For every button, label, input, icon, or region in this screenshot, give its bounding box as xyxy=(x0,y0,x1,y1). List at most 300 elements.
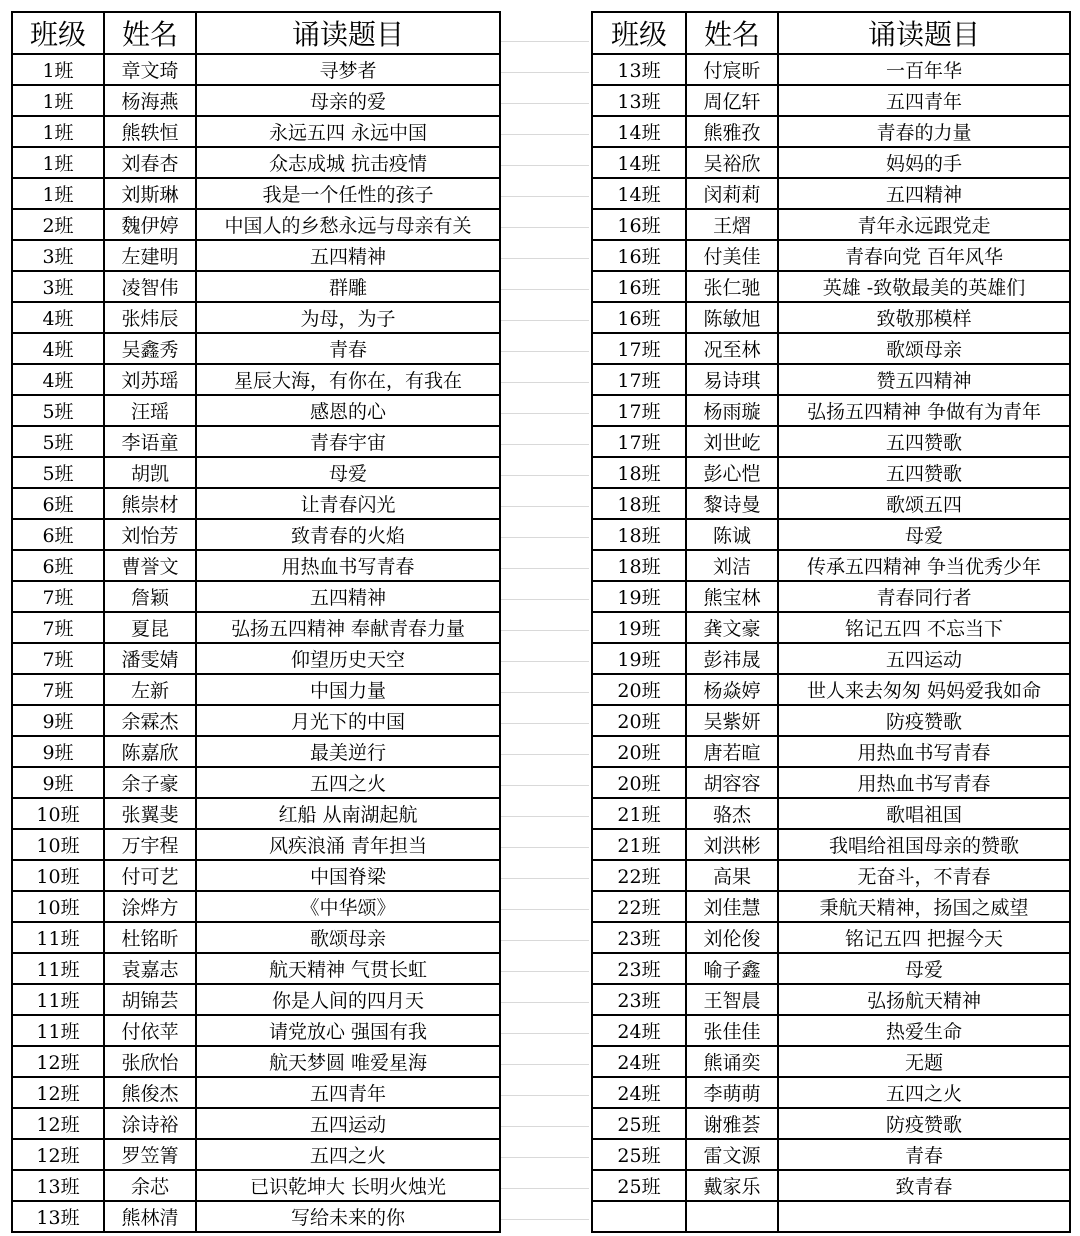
cell-title: 无奋斗，不青春 xyxy=(778,860,1070,891)
header-class: 班级 xyxy=(592,12,686,54)
cell-title: 致敬那模样 xyxy=(778,302,1070,333)
cell-class: 18班 xyxy=(592,519,686,550)
cell-name: 熊崇材 xyxy=(104,488,196,519)
cell-class: 16班 xyxy=(592,209,686,240)
table-row xyxy=(592,333,1070,364)
cell-name: 熊林清 xyxy=(104,1201,196,1232)
cell-title: 用热血书写青春 xyxy=(196,550,500,581)
cell-class: 25班 xyxy=(592,1108,686,1139)
cell-class: 18班 xyxy=(592,550,686,581)
table-row xyxy=(592,1015,1070,1046)
cell-name: 高果 xyxy=(686,860,778,891)
roster-table-right xyxy=(591,11,1071,1233)
header-title: 诵读题目 xyxy=(196,12,500,54)
cell-name: 章文琦 xyxy=(104,54,196,85)
cell-name: 张仁驰 xyxy=(686,271,778,302)
table-row xyxy=(592,395,1070,426)
table-row xyxy=(592,705,1070,736)
cell-class: 12班 xyxy=(12,1139,104,1170)
cell-title: 五四运动 xyxy=(778,643,1070,674)
cell-class: 6班 xyxy=(12,488,104,519)
cell-class: 14班 xyxy=(592,147,686,178)
cell-class xyxy=(592,1201,686,1232)
cell-title: 群雕 xyxy=(196,271,500,302)
cell-class: 10班 xyxy=(12,860,104,891)
cell-title: 为母，为子 xyxy=(196,302,500,333)
cell-class: 7班 xyxy=(12,612,104,643)
table-row xyxy=(12,178,500,209)
cell-class: 19班 xyxy=(592,612,686,643)
table-row xyxy=(592,147,1070,178)
table-row xyxy=(12,643,500,674)
cell-name: 喻子鑫 xyxy=(686,953,778,984)
table-row xyxy=(12,705,500,736)
cell-title: 世人来去匆匆 妈妈爱我如命 xyxy=(778,674,1070,705)
cell-title: 月光下的中国 xyxy=(196,705,500,736)
table-row xyxy=(592,953,1070,984)
table-row xyxy=(592,922,1070,953)
table-row xyxy=(592,643,1070,674)
table-row xyxy=(592,798,1070,829)
cell-title: 风疾浪涌 青年担当 xyxy=(196,829,500,860)
cell-name: 吴裕欣 xyxy=(686,147,778,178)
table-row xyxy=(12,209,500,240)
table-row xyxy=(592,1046,1070,1077)
cell-title: 让青春闪光 xyxy=(196,488,500,519)
cell-class: 13班 xyxy=(12,1170,104,1201)
cell-class: 1班 xyxy=(12,147,104,178)
cell-class: 9班 xyxy=(12,736,104,767)
cell-title: 铭记五四 不忘当下 xyxy=(778,612,1070,643)
table-row xyxy=(12,922,500,953)
cell-class: 21班 xyxy=(592,798,686,829)
table-row xyxy=(12,1170,500,1201)
roster-table-left xyxy=(11,11,501,1233)
header-class: 班级 xyxy=(12,12,104,54)
cell-name: 潘雯婧 xyxy=(104,643,196,674)
cell-class: 6班 xyxy=(12,519,104,550)
cell-class: 6班 xyxy=(12,550,104,581)
cell-class: 17班 xyxy=(592,395,686,426)
cell-class: 16班 xyxy=(592,271,686,302)
table-row xyxy=(12,891,500,922)
cell-title: 星辰大海，有你在，有我在 xyxy=(196,364,500,395)
cell-name: 张炜辰 xyxy=(104,302,196,333)
cell-title: 歌颂母亲 xyxy=(778,333,1070,364)
cell-class: 24班 xyxy=(592,1015,686,1046)
cell-name: 杨海燕 xyxy=(104,85,196,116)
cell-name: 左建明 xyxy=(104,240,196,271)
cell-title: 五四精神 xyxy=(196,581,500,612)
cell-name: 左新 xyxy=(104,674,196,705)
cell-title: 青春同行者 xyxy=(778,581,1070,612)
table-row xyxy=(592,984,1070,1015)
cell-title: 秉航天精神，扬国之威望 xyxy=(778,891,1070,922)
table-row xyxy=(592,364,1070,395)
cell-name: 王智晨 xyxy=(686,984,778,1015)
cell-name: 熊诵奕 xyxy=(686,1046,778,1077)
table-row xyxy=(12,85,500,116)
table-row xyxy=(592,54,1070,85)
cell-name xyxy=(686,1201,778,1232)
cell-title: 感恩的心 xyxy=(196,395,500,426)
table-row xyxy=(592,85,1070,116)
cell-title: 青年永远跟党走 xyxy=(778,209,1070,240)
cell-name: 付依苹 xyxy=(104,1015,196,1046)
table-header-row xyxy=(592,12,1070,54)
cell-title: 寻梦者 xyxy=(196,54,500,85)
roster-body-right xyxy=(592,54,1070,1232)
table-row xyxy=(592,426,1070,457)
table-row xyxy=(592,1108,1070,1139)
cell-name: 骆杰 xyxy=(686,798,778,829)
cell-name: 谢雅荟 xyxy=(686,1108,778,1139)
cell-class: 20班 xyxy=(592,674,686,705)
cell-title: 英雄 -致敬最美的英雄们 xyxy=(778,271,1070,302)
cell-title xyxy=(778,1201,1070,1232)
table-row xyxy=(12,1201,500,1232)
cell-title: 用热血书写青春 xyxy=(778,736,1070,767)
cell-title: 五四之火 xyxy=(196,767,500,798)
cell-name: 戴家乐 xyxy=(686,1170,778,1201)
cell-name: 彭祎晟 xyxy=(686,643,778,674)
cell-class: 4班 xyxy=(12,302,104,333)
cell-title: 最美逆行 xyxy=(196,736,500,767)
cell-name: 闵莉莉 xyxy=(686,178,778,209)
table-row xyxy=(12,860,500,891)
table-row xyxy=(12,550,500,581)
cell-class: 13班 xyxy=(592,85,686,116)
cell-class: 4班 xyxy=(12,333,104,364)
table-row xyxy=(592,736,1070,767)
cell-class: 11班 xyxy=(12,984,104,1015)
cell-title: 传承五四精神 争当优秀少年 xyxy=(778,550,1070,581)
cell-title: 青春宇宙 xyxy=(196,426,500,457)
table-row xyxy=(592,581,1070,612)
table-row xyxy=(592,209,1070,240)
cell-title: 弘扬航天精神 xyxy=(778,984,1070,1015)
table-row xyxy=(12,1108,500,1139)
cell-class: 9班 xyxy=(12,767,104,798)
table-row xyxy=(592,1201,1070,1232)
cell-name: 刘苏瑶 xyxy=(104,364,196,395)
cell-title: 我是一个任性的孩子 xyxy=(196,178,500,209)
cell-class: 16班 xyxy=(592,302,686,333)
table-row xyxy=(592,116,1070,147)
cell-title: 已识乾坤大 长明火烛光 xyxy=(196,1170,500,1201)
table-row xyxy=(12,612,500,643)
table-row xyxy=(592,488,1070,519)
table-row xyxy=(12,1046,500,1077)
cell-class: 17班 xyxy=(592,364,686,395)
cell-name: 唐若暄 xyxy=(686,736,778,767)
table-row xyxy=(592,302,1070,333)
sheet-gap xyxy=(501,11,589,1225)
table-row xyxy=(592,240,1070,271)
cell-name: 余霖杰 xyxy=(104,705,196,736)
cell-name: 刘洁 xyxy=(686,550,778,581)
cell-title: 弘扬五四精神 争做有为青年 xyxy=(778,395,1070,426)
cell-title: 红船 从南湖起航 xyxy=(196,798,500,829)
cell-title: 仰望历史天空 xyxy=(196,643,500,674)
table-row xyxy=(12,767,500,798)
cell-name: 熊俊杰 xyxy=(104,1077,196,1108)
cell-class: 24班 xyxy=(592,1077,686,1108)
header-title: 诵读题目 xyxy=(778,12,1070,54)
table-row xyxy=(12,271,500,302)
cell-title: 母爱 xyxy=(196,457,500,488)
cell-title: 中国力量 xyxy=(196,674,500,705)
cell-name: 易诗琪 xyxy=(686,364,778,395)
cell-class: 17班 xyxy=(592,426,686,457)
cell-name: 龚文豪 xyxy=(686,612,778,643)
cell-class: 25班 xyxy=(592,1170,686,1201)
cell-name: 雷文源 xyxy=(686,1139,778,1170)
cell-name: 涂烨方 xyxy=(104,891,196,922)
cell-title: 母爱 xyxy=(778,953,1070,984)
cell-name: 陈敏旭 xyxy=(686,302,778,333)
table-row xyxy=(12,395,500,426)
cell-class: 11班 xyxy=(12,922,104,953)
cell-class: 16班 xyxy=(592,240,686,271)
cell-name: 彭心恺 xyxy=(686,457,778,488)
cell-name: 罗笠箐 xyxy=(104,1139,196,1170)
cell-class: 7班 xyxy=(12,581,104,612)
cell-class: 3班 xyxy=(12,240,104,271)
cell-name: 余子豪 xyxy=(104,767,196,798)
cell-name: 熊轶恒 xyxy=(104,116,196,147)
cell-title: 热爱生命 xyxy=(778,1015,1070,1046)
cell-class: 20班 xyxy=(592,705,686,736)
cell-name: 万宇程 xyxy=(104,829,196,860)
cell-class: 5班 xyxy=(12,426,104,457)
cell-class: 23班 xyxy=(592,922,686,953)
cell-class: 13班 xyxy=(12,1201,104,1232)
cell-name: 袁嘉志 xyxy=(104,953,196,984)
cell-title: 无题 xyxy=(778,1046,1070,1077)
cell-name: 刘洪彬 xyxy=(686,829,778,860)
cell-class: 7班 xyxy=(12,643,104,674)
cell-class: 17班 xyxy=(592,333,686,364)
cell-class: 5班 xyxy=(12,457,104,488)
table-row xyxy=(12,1077,500,1108)
cell-title: 五四精神 xyxy=(196,240,500,271)
cell-title: 航天梦圆 唯爱星海 xyxy=(196,1046,500,1077)
cell-name: 张欣怡 xyxy=(104,1046,196,1077)
table-row xyxy=(592,519,1070,550)
cell-title: 弘扬五四精神 奉献青春力量 xyxy=(196,612,500,643)
cell-title: 致青春的火焰 xyxy=(196,519,500,550)
cell-title: 妈妈的手 xyxy=(778,147,1070,178)
cell-class: 5班 xyxy=(12,395,104,426)
cell-title: 你是人间的四月天 xyxy=(196,984,500,1015)
cell-name: 付美佳 xyxy=(686,240,778,271)
cell-name: 杨雨璇 xyxy=(686,395,778,426)
cell-title: 赞五四精神 xyxy=(778,364,1070,395)
cell-title: 防疫赞歌 xyxy=(778,1108,1070,1139)
cell-title: 歌颂五四 xyxy=(778,488,1070,519)
cell-title: 铭记五四 把握今天 xyxy=(778,922,1070,953)
cell-name: 熊雅孜 xyxy=(686,116,778,147)
cell-name: 况至林 xyxy=(686,333,778,364)
cell-class: 7班 xyxy=(12,674,104,705)
table-row xyxy=(12,829,500,860)
table-row xyxy=(592,178,1070,209)
cell-class: 24班 xyxy=(592,1046,686,1077)
cell-name: 吴鑫秀 xyxy=(104,333,196,364)
table-row xyxy=(592,612,1070,643)
cell-class: 14班 xyxy=(592,116,686,147)
cell-name: 夏昆 xyxy=(104,612,196,643)
cell-title: 五四之火 xyxy=(778,1077,1070,1108)
cell-title: 我唱给祖国母亲的赞歌 xyxy=(778,829,1070,860)
cell-title: 用热血书写青春 xyxy=(778,767,1070,798)
cell-class: 10班 xyxy=(12,891,104,922)
cell-class: 25班 xyxy=(592,1139,686,1170)
cell-name: 刘斯琳 xyxy=(104,178,196,209)
cell-title: 写给未来的你 xyxy=(196,1201,500,1232)
header-name: 姓名 xyxy=(686,12,778,54)
table-row xyxy=(12,519,500,550)
cell-name: 黎诗曼 xyxy=(686,488,778,519)
header-name: 姓名 xyxy=(104,12,196,54)
cell-title: 五四赞歌 xyxy=(778,457,1070,488)
cell-name: 李萌萌 xyxy=(686,1077,778,1108)
cell-class: 2班 xyxy=(12,209,104,240)
cell-class: 1班 xyxy=(12,85,104,116)
cell-class: 18班 xyxy=(592,457,686,488)
cell-title: 一百年华 xyxy=(778,54,1070,85)
cell-class: 13班 xyxy=(592,54,686,85)
cell-title: 致青春 xyxy=(778,1170,1070,1201)
cell-class: 23班 xyxy=(592,953,686,984)
cell-title: 歌颂母亲 xyxy=(196,922,500,953)
table-header-row xyxy=(12,12,500,54)
cell-class: 12班 xyxy=(12,1108,104,1139)
cell-title: 航天精神 气贯长虹 xyxy=(196,953,500,984)
table-row xyxy=(12,333,500,364)
cell-name: 魏伊婷 xyxy=(104,209,196,240)
cell-class: 23班 xyxy=(592,984,686,1015)
roster-body-left xyxy=(12,54,500,1232)
cell-name: 张翼斐 xyxy=(104,798,196,829)
table-row xyxy=(12,302,500,333)
table-row xyxy=(592,1139,1070,1170)
cell-name: 胡锦芸 xyxy=(104,984,196,1015)
cell-class: 3班 xyxy=(12,271,104,302)
table-row xyxy=(12,457,500,488)
cell-name: 汪瑶 xyxy=(104,395,196,426)
cell-name: 付宸昕 xyxy=(686,54,778,85)
cell-title: 五四运动 xyxy=(196,1108,500,1139)
cell-name: 杜铭昕 xyxy=(104,922,196,953)
cell-title: 五四青年 xyxy=(778,85,1070,116)
table-row xyxy=(12,736,500,767)
cell-title: 中国脊梁 xyxy=(196,860,500,891)
cell-title: 永远五四 永远中国 xyxy=(196,116,500,147)
cell-name: 李语童 xyxy=(104,426,196,457)
cell-class: 12班 xyxy=(12,1046,104,1077)
cell-name: 陈嘉欣 xyxy=(104,736,196,767)
cell-class: 21班 xyxy=(592,829,686,860)
cell-name: 詹颖 xyxy=(104,581,196,612)
cell-class: 10班 xyxy=(12,829,104,860)
cell-title: 众志成城 抗击疫情 xyxy=(196,147,500,178)
cell-name: 刘佳慧 xyxy=(686,891,778,922)
cell-class: 10班 xyxy=(12,798,104,829)
cell-name: 曹誉文 xyxy=(104,550,196,581)
table-row xyxy=(592,271,1070,302)
table-row xyxy=(12,953,500,984)
cell-title: 防疫赞歌 xyxy=(778,705,1070,736)
cell-name: 胡容容 xyxy=(686,767,778,798)
cell-class: 9班 xyxy=(12,705,104,736)
cell-title: 青春 xyxy=(778,1139,1070,1170)
cell-name: 涂诗裕 xyxy=(104,1108,196,1139)
cell-name: 刘世屹 xyxy=(686,426,778,457)
cell-class: 22班 xyxy=(592,891,686,922)
cell-title: 《中华颂》 xyxy=(196,891,500,922)
cell-name: 刘春杏 xyxy=(104,147,196,178)
cell-title: 中国人的乡愁永远与母亲有关 xyxy=(196,209,500,240)
cell-name: 刘伦俊 xyxy=(686,922,778,953)
cell-title: 青春的力量 xyxy=(778,116,1070,147)
table-row xyxy=(592,860,1070,891)
table-row xyxy=(12,426,500,457)
cell-class: 11班 xyxy=(12,953,104,984)
cell-name: 王熠 xyxy=(686,209,778,240)
cell-name: 凌智伟 xyxy=(104,271,196,302)
table-row xyxy=(12,147,500,178)
cell-class: 12班 xyxy=(12,1077,104,1108)
cell-class: 4班 xyxy=(12,364,104,395)
table-row xyxy=(592,767,1070,798)
cell-class: 22班 xyxy=(592,860,686,891)
cell-name: 吴紫妍 xyxy=(686,705,778,736)
cell-title: 母亲的爱 xyxy=(196,85,500,116)
table-row xyxy=(12,240,500,271)
cell-name: 杨焱婷 xyxy=(686,674,778,705)
table-row xyxy=(12,581,500,612)
cell-class: 1班 xyxy=(12,116,104,147)
table-row xyxy=(592,674,1070,705)
cell-class: 1班 xyxy=(12,54,104,85)
cell-name: 周亿轩 xyxy=(686,85,778,116)
cell-name: 余芯 xyxy=(104,1170,196,1201)
cell-title: 五四之火 xyxy=(196,1139,500,1170)
table-row xyxy=(592,1077,1070,1108)
cell-title: 五四赞歌 xyxy=(778,426,1070,457)
cell-title: 五四青年 xyxy=(196,1077,500,1108)
table-row xyxy=(592,891,1070,922)
cell-name: 胡凯 xyxy=(104,457,196,488)
table-row xyxy=(12,798,500,829)
table-row xyxy=(12,674,500,705)
cell-class: 19班 xyxy=(592,581,686,612)
cell-title: 五四精神 xyxy=(778,178,1070,209)
table-row xyxy=(592,1170,1070,1201)
table-row xyxy=(12,116,500,147)
cell-name: 熊宝林 xyxy=(686,581,778,612)
cell-title: 请党放心 强国有我 xyxy=(196,1015,500,1046)
cell-class: 11班 xyxy=(12,1015,104,1046)
table-row xyxy=(12,364,500,395)
cell-class: 19班 xyxy=(592,643,686,674)
cell-name: 付可艺 xyxy=(104,860,196,891)
cell-name: 陈诚 xyxy=(686,519,778,550)
cell-class: 20班 xyxy=(592,767,686,798)
table-row xyxy=(12,1139,500,1170)
